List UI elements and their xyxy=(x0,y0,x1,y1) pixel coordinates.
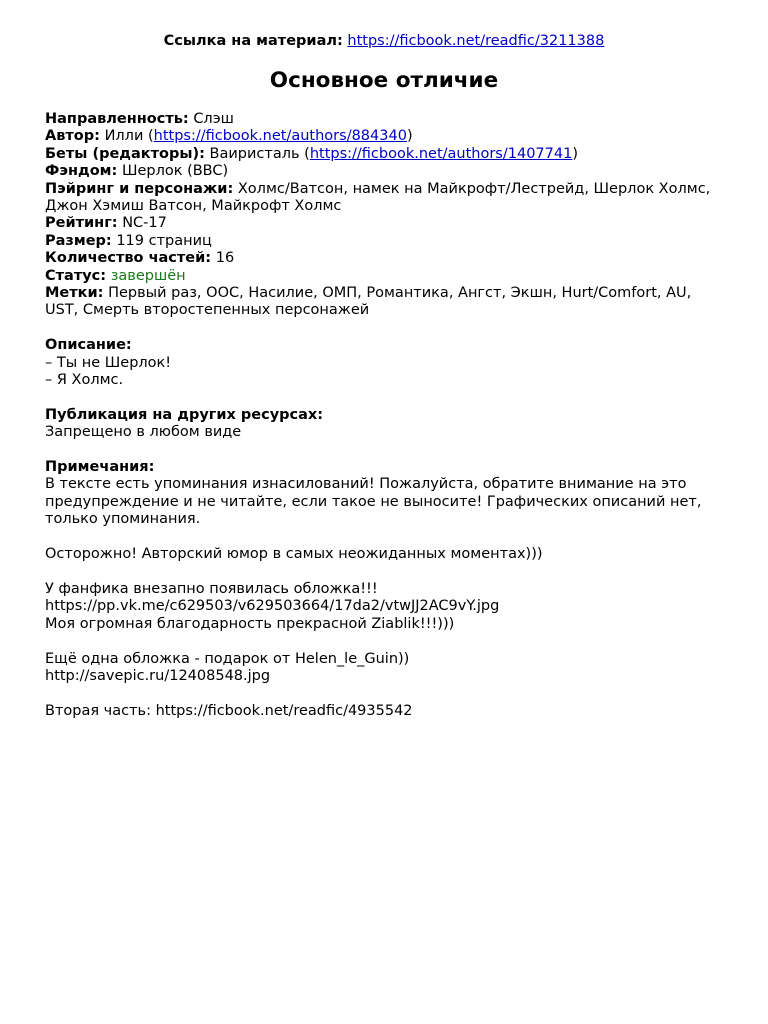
pairing-value: Холмс/Ватсон, намек на Майкрофт/Лестрейд, Шерлок Холмс, Джон Хэмиш Ватсон, Майкрофт Холмс xyxy=(45,180,711,215)
document-body xyxy=(45,111,715,720)
status-value: завершён xyxy=(110,267,186,284)
direction-row xyxy=(45,111,715,128)
publication-label-row xyxy=(45,407,715,424)
notes-paragraph-2: Осторожно! Авторский юмор в самых неожиданных моментах))) xyxy=(45,546,543,563)
notes-cover-line-2: https://pp.vk.me/c629503/v629503664/17da2/vtwJJ2AC9vY.jpg xyxy=(45,598,500,615)
tags-row xyxy=(45,285,715,320)
tags-label: Метки: xyxy=(45,285,104,302)
betas-row xyxy=(45,146,715,163)
betas-link[interactable]: https://ficbook.net/authors/1407741 xyxy=(309,145,573,162)
size-value: 119 страниц xyxy=(116,232,212,249)
notes-paragraph-1: В тексте есть упоминания изнасилований! Пожалуйста, обратите внимание на это предупреждение и не читайте, если такое не выносите! Графических описаний нет, только упоминания. xyxy=(45,476,702,528)
parts-row xyxy=(45,250,715,267)
notes-second-part: Вторая часть: https://ficbook.net/readfic/4935542 xyxy=(45,702,413,719)
direction-value: Слэш xyxy=(193,111,234,127)
parts-label: Количество частей: xyxy=(45,250,212,267)
author-row xyxy=(45,128,715,145)
spacer xyxy=(45,442,715,459)
notes-cover-line-1: У фанфика внезапно появилась обложка!!! xyxy=(45,580,378,597)
fandom-label: Фэндом: xyxy=(45,163,118,180)
notes-cover-line-3: Моя огромная благодарность прекрасной Ziablik!!!))) xyxy=(45,615,455,632)
tags-value: Первый раз, ООС, Насилие, ОМП, Романтика, Ангст, Экшн, Hurt/Comfort, AU, UST, Смерть второстепенных персонажей xyxy=(45,285,692,319)
fandom-row xyxy=(45,163,715,180)
source-label: Ссылка на материал: xyxy=(163,33,343,49)
rating-row xyxy=(45,215,715,232)
rating-value: NC-17 xyxy=(122,215,167,232)
size-label: Размер: xyxy=(45,232,112,249)
size-row xyxy=(45,233,715,250)
author-label: Автор: xyxy=(45,128,100,145)
page-title: Основное отличие xyxy=(269,68,499,93)
betas-label: Беты (редакторы): xyxy=(45,145,205,162)
betas-close: ) xyxy=(572,145,578,162)
spacer xyxy=(45,685,715,702)
rating-label: Рейтинг: xyxy=(45,215,118,232)
pairing-label: Пэйринг и персонажи: xyxy=(45,180,234,197)
status-row xyxy=(45,268,715,285)
direction-label: Направленность: xyxy=(45,111,189,127)
publication-label: Публикация на других ресурсах: xyxy=(45,406,324,423)
description-label-row xyxy=(45,337,715,354)
description-line-1: – Ты не Шерлок! xyxy=(45,354,172,371)
spacer xyxy=(45,564,715,581)
spacer xyxy=(45,633,715,650)
notes-label-row xyxy=(45,459,715,476)
author-close: ) xyxy=(406,128,413,145)
spacer xyxy=(45,529,715,546)
notes-label: Примечания: xyxy=(45,459,155,476)
author-name: Илли ( xyxy=(104,128,154,145)
description-line-2: – Я Холмс. xyxy=(45,372,124,389)
publication-text: Запрещено в любом виде xyxy=(45,424,242,441)
spacer xyxy=(45,389,715,406)
fandom-value: Шерлок (BBC) xyxy=(121,163,229,180)
source-line xyxy=(0,33,768,50)
description-label: Описание: xyxy=(45,337,132,354)
status-label: Статус: xyxy=(45,267,107,284)
pairing-row xyxy=(45,181,715,216)
source-link[interactable]: https://ficbook.net/readfic/3211388 xyxy=(347,33,605,49)
author-link[interactable]: https://ficbook.net/authors/884340 xyxy=(153,128,407,145)
betas-name: Ваиристаль ( xyxy=(209,145,310,162)
parts-value: 16 xyxy=(215,250,235,267)
notes-cover2-line-2: http://savepic.ru/12408548.jpg xyxy=(45,667,271,684)
notes-cover2-line-1: Ещё одна обложка - подарок от Helen_le_Guin)) xyxy=(45,650,410,667)
spacer xyxy=(45,320,715,337)
